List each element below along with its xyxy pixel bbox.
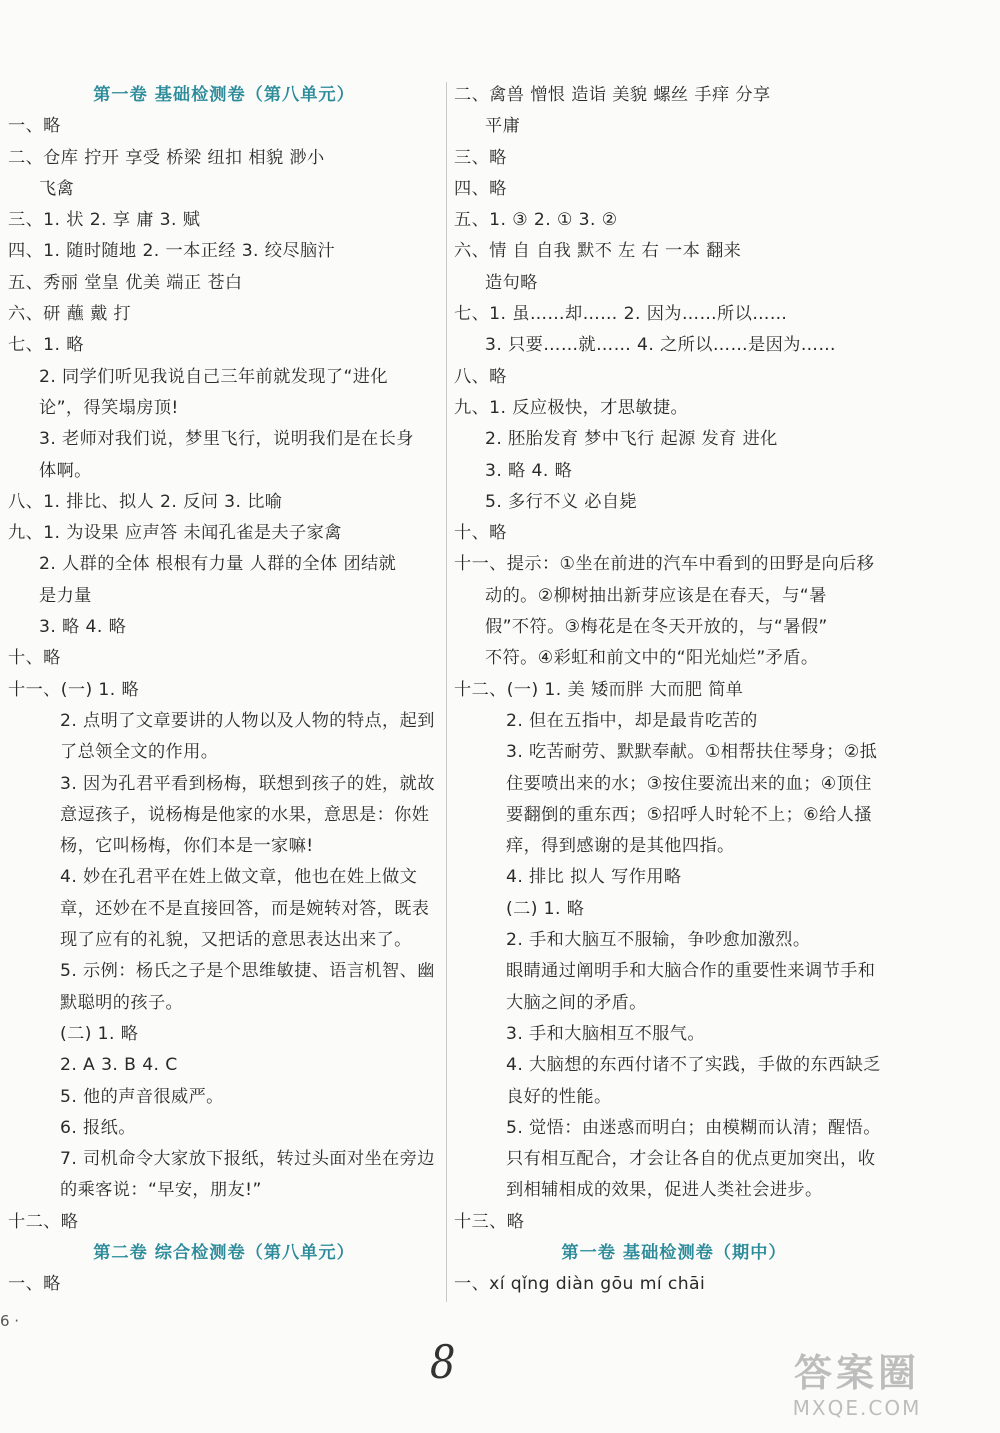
answer-line: 七、1. 虽……却…… 2. 因为……所以…… xyxy=(454,304,788,325)
answer-line: 五、1. ③ 2. ① 3. ② xyxy=(454,210,618,231)
answer-line: 五、秀丽 堂皇 优美 端正 苍白 xyxy=(8,272,243,293)
handwritten-page-number: 8 xyxy=(430,1336,456,1390)
answer-line: 4. 排比 拟人 写作用略 xyxy=(506,867,682,888)
answer-line: 九、1. 反应极快，才思敏捷。 xyxy=(454,397,689,418)
answer-line: 动的。②柳树抽出新芽应该是在春天，与“暑 xyxy=(485,585,827,606)
column-divider xyxy=(446,82,447,1302)
answer-line: 十一、(一) 1. 略 xyxy=(8,679,140,700)
answer-line: 飞禽 xyxy=(39,178,75,199)
answer-line: 默聪明的孩子。 xyxy=(60,992,184,1013)
answer-line: 只有相互配合，才会让各自的优点更加突出，收 xyxy=(506,1149,876,1170)
answer-line: 十三、略 xyxy=(454,1211,525,1232)
answer-line: 3. 吃苦耐劳、默默奉献。①相帮扶住琴身；②抵 xyxy=(506,742,878,763)
right-column xyxy=(454,80,894,1301)
answer-line: 十二、(一) 1. 美 矮而胖 大而肥 简单 xyxy=(454,679,744,700)
answer-line: 6. 报纸。 xyxy=(60,1117,136,1138)
answer-line: 3. 老师对我们说，梦里飞行，说明我们是在长身 xyxy=(39,429,414,450)
answer-line: 2. 手和大脑互不服输，争吵愈加激烈。 xyxy=(506,930,811,951)
answer-line: 十、略 xyxy=(8,648,61,669)
page-mark: 6 · xyxy=(0,1312,20,1330)
answer-line: 四、略 xyxy=(454,178,507,199)
answer-line: 一、xí qǐng diàn gōu mí chāi xyxy=(454,1274,706,1295)
answer-line: 四、1. 随时随地 2. 一本正经 3. 绞尽脑汁 xyxy=(8,241,336,262)
answer-line: 平庸 xyxy=(485,116,521,137)
answer-line: 八、略 xyxy=(454,366,507,387)
answer-line: 要翻倒的重东西；⑤招呼人时轮不上；⑥给人搔 xyxy=(506,804,872,825)
section-heading: 第一卷 基础检测卷（第八单元） xyxy=(93,85,355,105)
answer-line: 4. 大脑想的东西付诸不了实践，手做的东西缺乏 xyxy=(506,1055,881,1076)
answer-line: 3. 因为孔君平看到杨梅，联想到孩子的姓，就故 xyxy=(60,773,435,794)
answer-line: 一、略 xyxy=(8,1274,61,1295)
answer-line: 二、禽兽 憎恨 造诣 美貌 螺丝 手痒 分享 xyxy=(454,85,771,105)
answer-line: 十二、略 xyxy=(8,1211,79,1232)
answer-line: 三、1. 状 2. 享 庸 3. 赋 xyxy=(8,210,201,231)
answer-line: 三、略 xyxy=(454,147,507,168)
answer-line: 5. 觉悟：由迷惑而明白；由模糊而认清；醒悟。 xyxy=(506,1117,881,1138)
watermark-url: MXQE.COM xyxy=(792,1396,922,1420)
answer-line: 七、1. 略 xyxy=(8,335,84,356)
answer-line: 大脑之间的矛盾。 xyxy=(506,992,647,1013)
answer-line: 3. 手和大脑相互不服气。 xyxy=(506,1023,705,1044)
left-column xyxy=(8,80,440,1301)
section-heading: 第一卷 基础检测卷（期中） xyxy=(561,1242,787,1263)
answer-line: (二) 1. 略 xyxy=(506,898,585,919)
answer-line: 眼睛通过阐明手和大脑合作的重要性来调节手和 xyxy=(506,961,876,982)
answer-line: 十一、提示：①坐在前进的汽车中看到的田野是向后移 xyxy=(454,554,875,575)
answer-line: 不符。④彩虹和前文中的“阳光灿烂”矛盾。 xyxy=(485,648,819,669)
answer-line: 十、略 xyxy=(454,523,507,544)
answer-line: 2. 人群的全体 根根有力量 人群的全体 团结就 xyxy=(39,554,397,575)
answer-line: 现了应有的礼貌，又把话的意思表达出来了。 xyxy=(60,930,412,951)
answer-line: 7. 司机命令大家放下报纸，转过头面对坐在旁边 xyxy=(60,1149,435,1170)
answer-line: 一、略 xyxy=(8,116,61,137)
answer-line: 痒，得到感谢的是其他四指。 xyxy=(506,836,735,857)
answer-line: 2. 胚胎发育 梦中飞行 起源 发育 进化 xyxy=(485,429,778,450)
answer-line: 5. 示例：杨氏之子是个思维敏捷、语言机智、幽 xyxy=(60,961,435,982)
answer-line: 是力量 xyxy=(39,585,92,606)
answer-line: 九、1. 为设果 应声答 未闻孔雀是夫子家禽 xyxy=(8,523,342,544)
answer-line: 2. 点明了文章要讲的人物以及人物的特点，起到 xyxy=(60,710,435,731)
answer-line: 2. A 3. B 4. C xyxy=(60,1055,178,1076)
answer-line: 二、仓库 拧开 享受 桥梁 纽扣 相貌 渺小 xyxy=(8,147,325,168)
answer-line: 住要喷出来的水；③按住要流出来的血；④顶住 xyxy=(506,773,872,794)
answer-line: 假”不符。③梅花是在冬天开放的，与“暑假” xyxy=(485,617,828,638)
answer-line: 论”，得笑塌房顶! xyxy=(39,397,179,418)
answer-line: 的乘客说：“早安，朋友!” xyxy=(60,1180,262,1201)
answer-line: 章，还妙在不是直接回答，而是婉转对答，既表 xyxy=(60,898,430,919)
answer-line: 3. 略 4. 略 xyxy=(485,460,573,481)
answer-line: 六、研 蘸 戴 打 xyxy=(8,304,132,325)
section-heading: 第二卷 综合检测卷（第八单元） xyxy=(93,1242,355,1263)
answer-line: 体啊。 xyxy=(39,460,92,481)
watermark-logo: 答案圈 xyxy=(793,1351,920,1395)
answer-line: 杨，它叫杨梅，你们本是一家嘛! xyxy=(60,836,314,857)
answer-line: 意逗孩子，说杨梅是他家的水果，意思是：你姓 xyxy=(60,804,430,825)
answer-line: 5. 多行不义 必自毙 xyxy=(485,491,638,512)
answer-line: 5. 他的声音很威严。 xyxy=(60,1086,224,1107)
answer-line: (二) 1. 略 xyxy=(60,1023,139,1044)
answer-line: 良好的性能。 xyxy=(506,1086,612,1107)
answer-line: 八、1. 排比、拟人 2. 反问 3. 比喻 xyxy=(8,491,283,512)
answer-line: 造句略 xyxy=(485,272,538,293)
answer-line: 2. 但在五指中，却是最肯吃苦的 xyxy=(506,710,758,731)
answer-line: 3. 只要……就…… 4. 之所以……是因为…… xyxy=(485,335,836,356)
answer-line: 2. 同学们听见我说自己三年前就发现了“进化 xyxy=(39,366,388,387)
answer-line: 到相辅相成的效果，促进人类社会进步。 xyxy=(506,1180,823,1201)
answer-line: 3. 略 4. 略 xyxy=(39,617,127,638)
answer-line: 了总领全文的作用。 xyxy=(60,742,219,763)
watermark xyxy=(732,1350,982,1425)
answer-line: 六、情 自 自我 默不 左 右 一本 翻来 xyxy=(454,241,742,262)
answer-line: 4. 妙在孔君平在姓上做文章，他也在姓上做文 xyxy=(60,867,418,888)
